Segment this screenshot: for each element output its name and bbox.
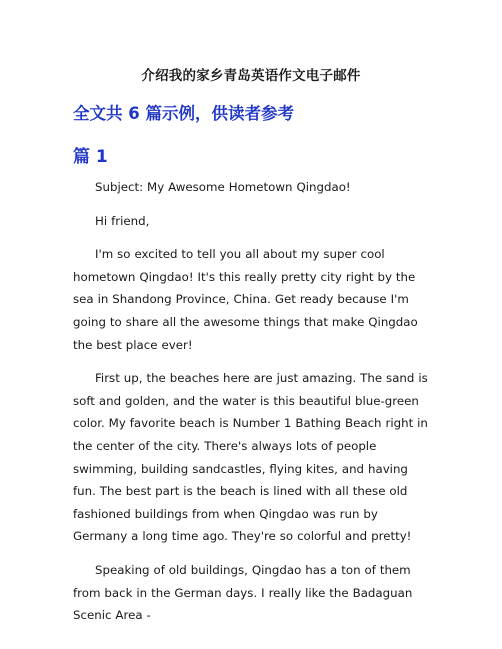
email-body <box>73 176 433 638</box>
document-title: 介绍我的家乡青岛英语作文电子邮件 <box>141 68 361 84</box>
paragraph-old-buildings: Speaking of old buildings, Qingdao has a ton of them from back in the German days. I really like the Badaguan Scenic Area - <box>73 562 413 623</box>
section-heading: 篇 1 <box>73 147 108 167</box>
email-greeting: Hi friend, <box>95 213 150 228</box>
document-subtitle: 全文共 6 篇示例，供读者参考 <box>73 104 294 123</box>
paragraph-beaches: First up, the beaches here are just amazing. The sand is soft and golden, and the water is this beautiful blue-green color. My favorite beach is Number 1 Bathing Beach right in the center of the city. There's always lots of people swimming, building sandcastles, flying kites, and having fun. The best part is the beach is lined with all these old fashioned buildings from when Qingdao was run by Germany a long time ago. They're so colorful and pretty! <box>73 371 428 544</box>
email-subject-line: Subject: My Awesome Hometown Qingdao! <box>95 180 351 194</box>
paragraph-intro: I'm so excited to tell you all about my super cool hometown Qingdao! It's this really pretty city right by the sea in Shandong Province, China. Get ready because I'm going to share all the awesome things that make Qingdao the best place ever! <box>73 247 418 352</box>
